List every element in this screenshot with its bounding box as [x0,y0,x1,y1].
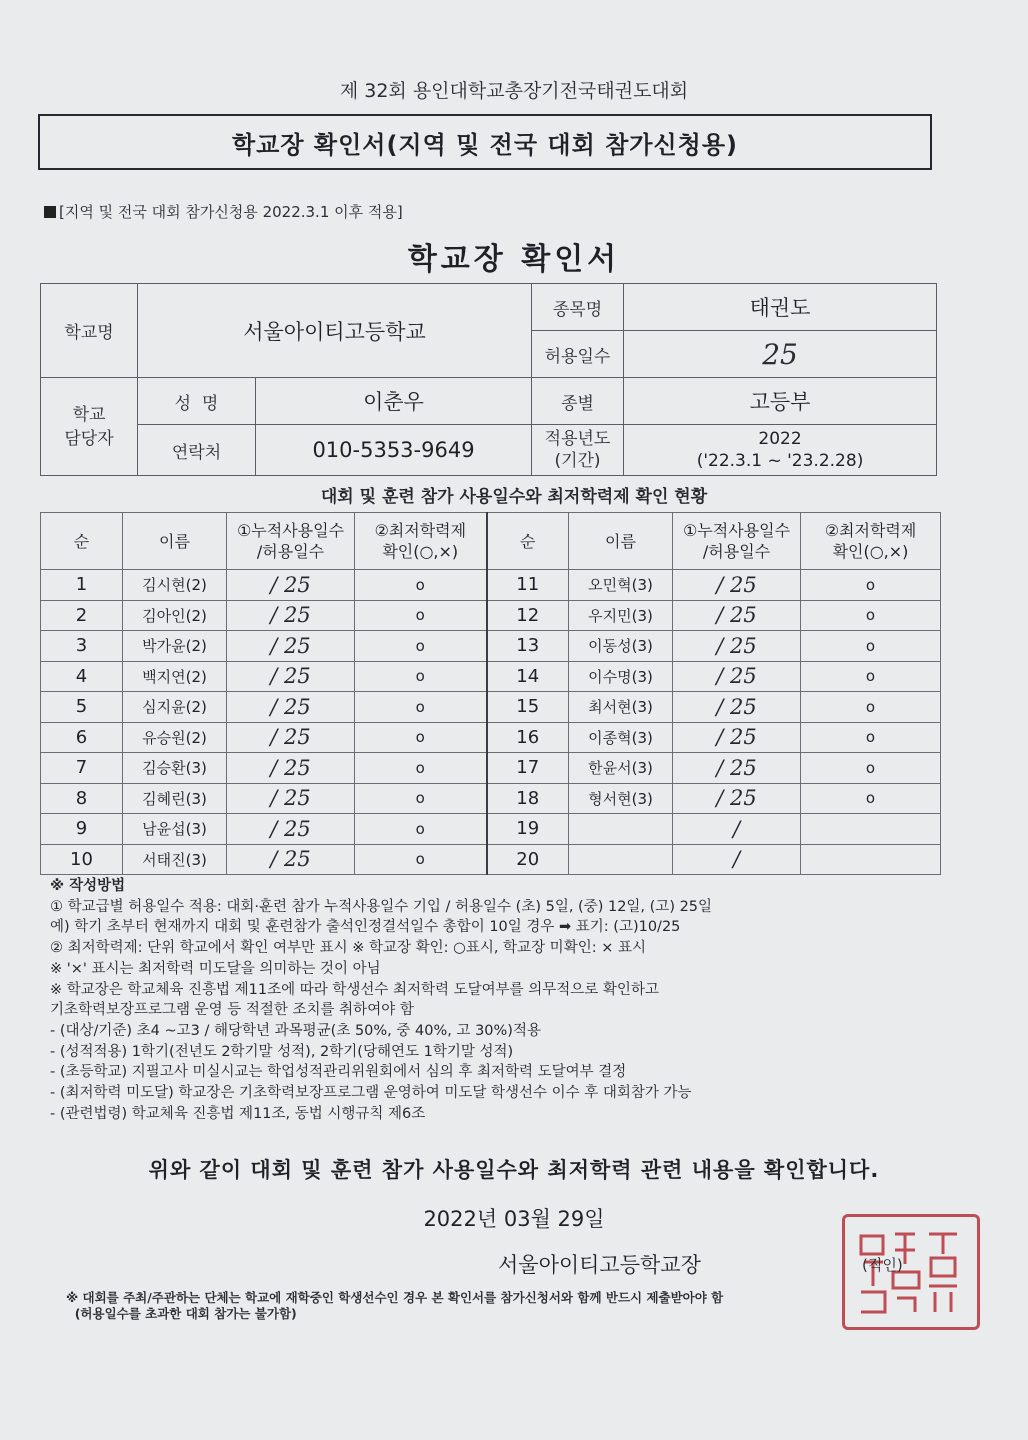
cell-no: 5 [41,692,123,723]
table-row [41,570,941,601]
contact-value: 010-5353-9649 [256,425,532,476]
cell-check: o [801,600,941,631]
cell-no: 14 [487,661,569,692]
cell-no: 6 [41,722,123,753]
manager-name-value: 이춘우 [256,378,532,425]
applicability-note [44,201,403,222]
cell-name: 최서현(3) [569,692,673,723]
cell-check: o [355,570,487,601]
cell-usage: / 25 [673,661,801,692]
cell-no: 17 [487,753,569,784]
cell-usage: / 25 [227,814,355,845]
cell-usage: / 25 [673,722,801,753]
submission-note-line: ※ 대회를 주최/주관하는 단체는 학교에 재학중인 학생선수인 경우 본 확인서를 참가신청서와 함께 반드시 제출받아야 함 [66,1290,724,1305]
submission-note-line: (허용일수를 초과한 대회 참가는 불가함) [66,1306,297,1321]
table-row [41,814,941,845]
cell-name: 심지윤(2) [123,692,227,723]
cell-usage: / [673,844,801,875]
table-row [41,661,941,692]
cell-usage: / 25 [227,600,355,631]
cell-usage: / 25 [227,631,355,662]
school-info-table [40,283,937,476]
header-no: 순 [41,513,123,570]
cell-usage: / 25 [227,753,355,784]
cell-usage: / 25 [227,661,355,692]
signature-date: 2022년 03월 29일 [423,1207,605,1231]
cell-no: 3 [41,631,123,662]
cell-name: 우지민(3) [569,600,673,631]
cell-name: 오민혁(3) [569,570,673,601]
cell-usage: / 25 [673,783,801,814]
cell-usage: / 25 [673,600,801,631]
cell-usage: / 25 [227,844,355,875]
header-name: 이름 [569,513,673,570]
cell-no: 2 [41,600,123,631]
instruction-line: - (최저학력 미도달) 학교장은 기초학력보장프로그램 운영하여 미도달 학생선수 이수 후 대회참가 가능 [50,1085,692,1102]
header-usage: ①누적사용일수 /허용일수 [227,513,355,570]
header-check: ②최저학력제 확인(○,×) [355,513,487,570]
cell-no: 8 [41,783,123,814]
period-value: 2022 ('22.3.1 ~ '23.2.28) [624,425,937,476]
cell-no: 12 [487,600,569,631]
cell-no: 16 [487,722,569,753]
period-label: 적용년도 (기간) [532,425,624,476]
manager-label: 학교 담당자 [41,378,138,476]
contest-name: 제 32회 용인대학교총장기전국태권도대회 [339,80,689,102]
table-row [41,600,941,631]
cell-check: o [801,753,941,784]
cell-check: o [801,692,941,723]
name-label: 성 명 [138,378,256,425]
cell-check: o [801,722,941,753]
instruction-line: ① 학교급별 허용일수 적용: 대회·훈련 참가 누적사용일수 기입 / 허용일수 (초) 5일, (중) 12일, (고) 25일 [50,898,713,915]
applicability-note-text: [지역 및 전국 대회 참가신청용 2022.3.1 이후 적용] [59,203,403,221]
division-label: 종별 [532,378,624,425]
cell-check: o [355,692,487,723]
cell-check: o [355,631,487,662]
cell-name: 김승환(3) [123,753,227,784]
cell-no: 18 [487,783,569,814]
allowed-days-label: 허용일수 [532,331,624,378]
division-value: 고등부 [624,378,937,425]
document-type-box [38,114,932,170]
header-check: ②최저학력제 확인(○,×) [801,513,941,570]
cell-name: 박가윤(2) [123,631,227,662]
cell-name: 한윤서(3) [569,753,673,784]
seal-placeholder: (직인) [862,1256,903,1274]
cell-usage: / 25 [673,631,801,662]
cell-no: 13 [487,631,569,662]
instruction-line: - (초등학교) 지필고사 미실시교는 학업성적관리위원회에서 심의 후 최저학력 도달여부 결정 [50,1064,627,1081]
cell-usage: / 25 [227,570,355,601]
square-bullet-icon [44,206,56,218]
header-no: 순 [487,513,569,570]
instructions-heading: ※ 작성방법 [50,878,126,894]
cell-no: 7 [41,753,123,784]
cell-name: 서태진(3) [123,844,227,875]
instruction-line: ※ '×' 표시는 최저학력 미도달을 의미하는 것이 아님 [50,960,381,977]
event-value: 태권도 [624,284,937,331]
cell-no: 10 [41,844,123,875]
cell-usage: / 25 [673,692,801,723]
cell-check: o [355,844,487,875]
cell-no: 20 [487,844,569,875]
header-usage: ①누적사용일수 /허용일수 [673,513,801,570]
cell-name: 유승원(2) [123,722,227,753]
cell-name: 이수명(3) [569,661,673,692]
cell-no: 4 [41,661,123,692]
cell-check: o [355,661,487,692]
cell-check [801,814,941,845]
cell-usage: / 25 [673,753,801,784]
cell-check [801,844,941,875]
contact-label: 연락처 [138,425,256,476]
school-name-label: 학교명 [41,284,138,378]
cell-check: o [801,570,941,601]
instruction-line: - (관련법령) 학교체육 진흥법 제11조, 동법 시행규칙 제6조 [50,1105,426,1122]
participant-roster-table [40,512,941,875]
table-row [41,722,941,753]
instruction-line: - (성적적용) 1학기(전년도 2학기말 성적), 2학기(당해연도 1학기말 성적) [50,1043,514,1060]
instruction-line: ② 최저학력제: 단위 학교에서 확인 여부만 표시 ※ 학교장 확인: ○표시, 학교장 미확인: × 표시 [50,940,646,957]
cell-check: o [355,783,487,814]
cell-name: 남윤섭(3) [123,814,227,845]
cell-usage: / 25 [227,722,355,753]
instruction-line: 기초학력보장프로그램 운영 등 적절한 조치를 취하여야 함 [50,1002,414,1019]
cell-check: o [801,631,941,662]
cell-name: 김아인(2) [123,600,227,631]
cell-no: 11 [487,570,569,601]
page-title: 학교장 확인서 [407,242,621,277]
table-row [41,753,941,784]
cell-check: o [355,814,487,845]
cell-check: o [801,661,941,692]
instructions [50,876,950,1124]
instruction-line: - (대상/기준) 초4 ~고3 / 해당학년 과목평균(초 50%, 중 40%, 고 30%)적용 [50,1022,541,1039]
cell-no: 9 [41,814,123,845]
table-row [41,631,941,662]
cell-name: 이동성(3) [569,631,673,662]
cell-no: 19 [487,814,569,845]
cell-name [569,844,673,875]
cell-name: 백지연(2) [123,661,227,692]
cell-name [569,814,673,845]
cell-check: o [355,753,487,784]
event-label: 종목명 [532,284,624,331]
cell-check: o [355,722,487,753]
instruction-line: ※ 학교장은 학교체육 진흥법 제11조에 따라 학생선수 최저학력 도달여부를 의무적으로 확인하고 [50,981,659,998]
cell-check: o [355,600,487,631]
cell-name: 김시현(2) [123,570,227,601]
school-name-value: 서울아이티고등학교 [138,284,532,378]
header-name: 이름 [123,513,227,570]
allowed-days-value: 25 [624,331,937,378]
cell-name: 이종혁(3) [569,722,673,753]
table-row [41,783,941,814]
cell-usage: / 25 [673,570,801,601]
cell-no: 1 [41,570,123,601]
principal-title: 서울아이티고등학교장 [498,1253,701,1277]
cell-no: 15 [487,692,569,723]
cell-name: 형서현(3) [569,783,673,814]
instruction-line: 예) 학기 초부터 현재까지 대회 및 훈련참가 출석인정결석일수 총합이 10일 경우 ➡ 표기: (고)10/25 [50,919,681,936]
submission-note [66,1290,723,1322]
table-row [41,844,941,875]
document-type-title: 학교장 확인서(지역 및 전국 대회 참가신청용) [231,130,739,159]
cell-name: 김혜린(3) [123,783,227,814]
cell-check: o [801,783,941,814]
cell-usage: / [673,814,801,845]
confirmation-statement: 위와 같이 대회 및 훈련 참가 사용일수와 최저학력 관련 내용을 확인합니다. [148,1158,880,1182]
roster-section-title: 대회 및 훈련 참가 사용일수와 최저학력제 확인 현황 [320,487,708,507]
table-row [41,692,941,723]
cell-usage: / 25 [227,692,355,723]
cell-usage: / 25 [227,783,355,814]
